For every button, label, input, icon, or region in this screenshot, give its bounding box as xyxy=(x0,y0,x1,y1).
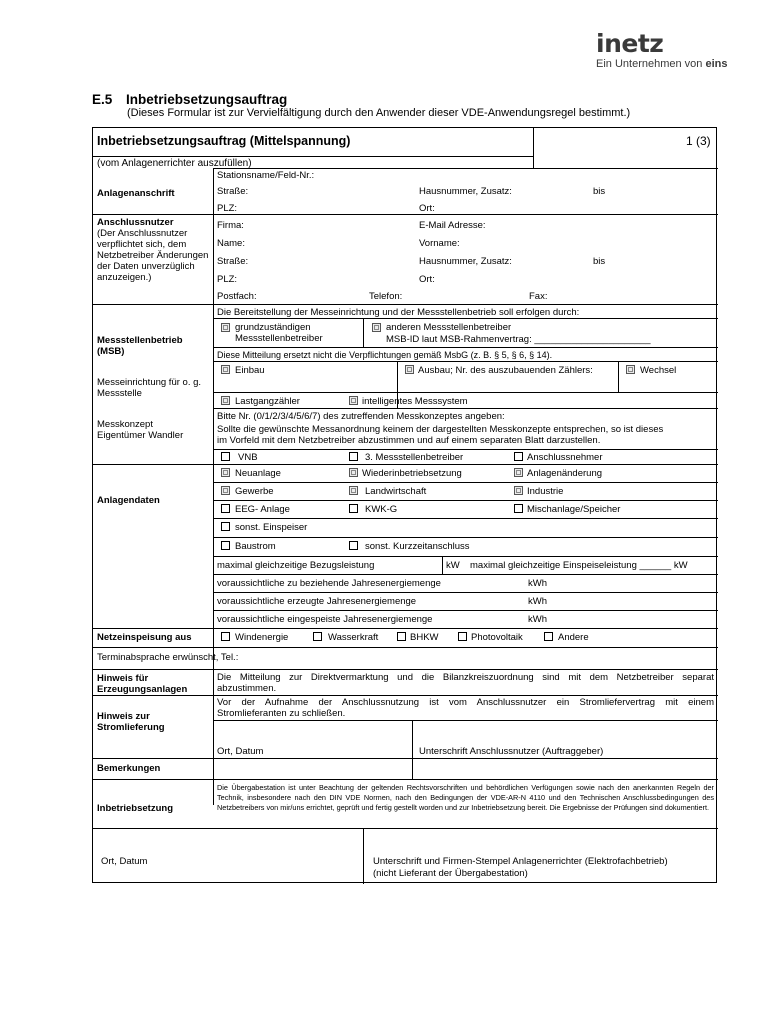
wasser-checkbox[interactable] xyxy=(313,632,322,641)
hline xyxy=(213,449,718,450)
vline xyxy=(412,720,413,758)
footer-unterschrift-line2: (nicht Lieferant der Übergabestation) xyxy=(373,868,528,879)
anlagenanschrift-label: Anlagenanschrift xyxy=(97,188,175,199)
telefon-label: Telefon: xyxy=(369,291,403,302)
anderer-msb-label: anderen Messstellenbetreiber xyxy=(386,322,512,333)
msb-notice: Diese Mitteilung ersetzt nicht die Verpflichtungen gemäß MsbG (z. B. § 5, § 6, § 14). xyxy=(217,350,553,360)
hline xyxy=(213,168,718,169)
messkonzept-line2: Sollte die gewünschte Messanordnung keinem der dargestellten Messkonzepte entsprechen, so ist dieses xyxy=(217,424,664,435)
vorname-label: Vorname: xyxy=(419,238,460,249)
jahresenergie-eingespeist-label: voraussichtliche eingespeiste Jahresenergiemenge xyxy=(217,614,433,625)
vline xyxy=(442,556,443,574)
ort2-label: Ort: xyxy=(419,274,435,285)
wind-label: Windenergie xyxy=(235,632,289,643)
pv-checkbox[interactable] xyxy=(458,632,467,641)
messkonzept-line1: Bitte Nr. (0/1/2/3/4/5/6/7) des zutreffenden Messkonzeptes angeben: xyxy=(217,411,505,422)
baustrom-label: Baustrom xyxy=(235,541,276,552)
name-label: Name: xyxy=(217,238,245,249)
hline xyxy=(93,464,718,465)
wiederinbetriebsetzung-label: Wiederinbetriebsetzung xyxy=(362,468,462,479)
hline xyxy=(213,347,718,348)
jahresenergie-erzeugt-label: voraussichtliche erzeugte Jahresenergiemenge xyxy=(217,596,417,607)
hline xyxy=(93,779,718,780)
dritter-msb-checkbox[interactable] xyxy=(349,452,358,461)
hline xyxy=(213,408,718,409)
hausnummer2-label: Hausnummer, Zusatz: xyxy=(419,256,512,267)
logo-tagline-prefix: Ein Unternehmen von xyxy=(596,58,703,70)
anschlussnutzer-label: Anschlussnutzer xyxy=(97,217,174,228)
hline xyxy=(93,669,718,670)
wasser-label: Wasserkraft xyxy=(328,632,379,643)
hline xyxy=(213,574,718,575)
vnb-checkbox[interactable] xyxy=(221,452,230,461)
vline xyxy=(363,318,364,347)
hline xyxy=(213,720,718,721)
hinweis-erzeugung-text2: abzustimmen. xyxy=(217,683,277,694)
anschlussnutzer-note: (Der Anschlussnutzer verpflichtet sich, dem Netzbetreiber Änderungen der Daten unverzüglich anzuzeigen.) xyxy=(97,228,209,283)
hinweis-erzeugung-label: Hinweis für Erzeugungsanlagen xyxy=(97,673,188,695)
einbau-checkbox[interactable] xyxy=(221,365,230,374)
lastgang-label: Lastgangzähler xyxy=(235,396,300,407)
hline xyxy=(213,500,718,501)
grundzustaendig-label: grundzuständigen Messstellenbetreiber xyxy=(235,322,323,344)
title-divider xyxy=(533,128,534,168)
bemerkungen-label: Bemerkungen xyxy=(97,763,161,774)
section-heading xyxy=(92,92,287,107)
vline xyxy=(363,828,364,884)
hline xyxy=(213,361,718,362)
kwkg-label: KWK-G xyxy=(365,504,398,515)
logo-tagline-brand: eins xyxy=(705,58,728,70)
eeg-label: EEG- Anlage xyxy=(235,504,290,515)
anlagendaten-label: Anlagendaten xyxy=(97,495,160,506)
msb-id-label: MSB-ID laut MSB-Rahmenvertrag: ______________________ xyxy=(386,334,651,345)
andere-label: Andere xyxy=(558,632,589,643)
postfach-label: Postfach: xyxy=(217,291,257,302)
messeinrichtung-label: Messeinrichtung für o. g. Messstelle xyxy=(97,377,202,399)
anlagenaenderung-label: Anlagenänderung xyxy=(527,468,603,479)
hline xyxy=(93,304,718,305)
messkonzept-label: Messkonzept xyxy=(97,419,153,430)
plz-label: PLZ: xyxy=(217,203,238,214)
hline xyxy=(93,695,718,696)
hinweis-erzeugung-text1: Die Mitteilung zur Direktvermarktung und die Bilanzkreiszuordnung sind mit dem Netzbetreiber separat xyxy=(217,672,714,683)
ausbau-checkbox[interactable] xyxy=(405,365,414,374)
bhkw-label: BHKW xyxy=(410,632,439,643)
einspeiseleistung-label: maximal gleichzeitige Einspeiseleistung ______ kW xyxy=(470,560,688,571)
kurzzeit-label: sonst. Kurzzeitanschluss xyxy=(365,541,470,552)
hline xyxy=(213,518,718,519)
jahresenergie-eingespeist-unit: kWh xyxy=(528,614,547,625)
jahresenergie-bezug-unit: kWh xyxy=(528,578,547,589)
ort-label: Ort: xyxy=(419,203,435,214)
hline xyxy=(213,592,718,593)
section-subtitle: (Dieses Formular ist zur Vervielfältigung durch den Anwender dieser VDE-Anwendungsregel bestimmt.) xyxy=(127,107,631,119)
intelligent-checkbox[interactable] xyxy=(349,396,358,405)
vline xyxy=(618,361,619,392)
firma-label: Firma: xyxy=(217,220,244,231)
baustrom-checkbox[interactable] xyxy=(221,541,230,550)
footer-ort-datum: Ort, Datum xyxy=(101,856,148,867)
form-subtitle: (vom Anlagenerrichter auszufüllen) xyxy=(97,158,252,169)
wechsel-checkbox[interactable] xyxy=(626,365,635,374)
hline xyxy=(93,647,718,648)
einspeiser-label: sonst. Einspeiser xyxy=(235,522,308,533)
pv-label: Photovoltaik xyxy=(471,632,523,643)
einbau-label: Einbau xyxy=(235,365,265,376)
neuanlage-checkbox[interactable] xyxy=(221,468,230,477)
kurzzeit-checkbox[interactable] xyxy=(349,541,358,550)
hline xyxy=(93,214,718,215)
inbetriebsetzung-text: Die Übergabestation ist unter Beachtung der geltenden Rechtsvorschriften und behördlichen Verfügungen sowie nach den anerkannten Regeln der Technik, insbesondere nach den DIN VDE Normen, nach den Bedingungen der VDE-AR-N 4110 und den Technischen Anschlussbedingungen des Netzbetreibers von mir/uns errichtet, geprüft und fertig gestellt worden und zur Inbetriebsetzung bereit. Die Ergebnisse der Prüfungen sind dokumentiert. xyxy=(217,783,714,812)
jahresenergie-erzeugt-unit: kWh xyxy=(528,596,547,607)
bhkw-checkbox[interactable] xyxy=(397,632,406,641)
ausbau-label: Ausbau; Nr. des auszubauenden Zählers: xyxy=(418,365,593,376)
hline xyxy=(213,482,718,483)
jahresenergie-bezug-label: voraussichtliche zu beziehende Jahresenergiemenge xyxy=(217,578,441,589)
netzeinspeisung-label: Netzeinspeisung aus xyxy=(97,632,192,643)
hline xyxy=(213,392,718,393)
anderer-msb-checkbox[interactable] xyxy=(372,323,381,332)
commissioning-form xyxy=(92,127,717,883)
einspeiser-checkbox[interactable] xyxy=(221,522,230,531)
wechsel-label: Wechsel xyxy=(640,365,677,376)
hline xyxy=(93,628,718,629)
mischanlage-checkbox[interactable] xyxy=(514,504,523,513)
column-divider-lower xyxy=(213,669,214,805)
wind-checkbox[interactable] xyxy=(221,632,230,641)
logo-wordmark: inetz xyxy=(596,29,664,58)
column-divider xyxy=(213,168,214,751)
hinweis-strom-label: Hinweis zur Stromlieferung xyxy=(97,711,165,733)
neuanlage-label: Neuanlage xyxy=(235,468,281,479)
inetz-logo xyxy=(596,30,746,70)
kwkg-checkbox[interactable] xyxy=(349,504,358,513)
hline xyxy=(213,556,718,557)
grundzustaendig-checkbox[interactable] xyxy=(221,323,230,332)
hausnummer-label: Hausnummer, Zusatz: xyxy=(419,186,512,197)
section-title: Inbetriebsetzungsauftrag xyxy=(126,92,288,107)
station-label: Stationsname/Feld-Nr.: xyxy=(217,170,315,181)
anschlussnehmer-label: Anschlussnehmer xyxy=(527,452,603,463)
dritter-msb-label: 3. Messstellenbetreiber xyxy=(365,452,464,463)
industrie-label: Industrie xyxy=(527,486,564,497)
anlagenaenderung-checkbox[interactable] xyxy=(514,468,523,477)
unterschrift-nutzer-label: Unterschrift Anschlussnutzer (Auftraggeber) xyxy=(419,746,604,757)
hinweis-strom-text2: Stromlieferanten zu schließen. xyxy=(217,708,346,719)
bis2-label: bis xyxy=(593,256,606,267)
footer-unterschrift-line1: Unterschrift und Firmen-Stempel Anlagenerrichter (Elektrofachbetrieb) xyxy=(373,856,668,867)
form-title: Inbetriebsetzungsauftrag (Mittelspannung) xyxy=(97,134,351,148)
bezugsleistung-label: maximal gleichzeitige Bezugsleistung xyxy=(217,560,375,571)
email-label: E-Mail Adresse: xyxy=(419,220,486,231)
mischanlage-label: Mischanlage/Speicher xyxy=(527,504,621,515)
intelligent-label: intelligentes Messsystem xyxy=(362,396,468,407)
inbetriebsetzung-label: Inbetriebsetzung xyxy=(97,803,174,814)
gewerbe-label: Gewerbe xyxy=(235,486,274,497)
wiederinbetriebsetzung-checkbox[interactable] xyxy=(349,468,358,477)
industrie-checkbox[interactable] xyxy=(514,486,523,495)
plz2-label: PLZ: xyxy=(217,274,238,285)
fax-label: Fax: xyxy=(529,291,548,302)
eeg-checkbox[interactable] xyxy=(221,504,230,513)
messkonzept-line3: im Vorfeld mit dem Netzbetreiber abzustimmen und auf einem separaten Blatt darzustellen. xyxy=(217,435,601,446)
strasse2-label: Straße: xyxy=(217,256,249,267)
hline xyxy=(213,610,718,611)
hline xyxy=(93,828,718,829)
eigentuemer-label: Eigentümer Wandler xyxy=(97,430,184,441)
logo-tagline xyxy=(596,58,746,70)
section-number: E.5 xyxy=(92,92,113,107)
strasse-label: Straße: xyxy=(217,186,249,197)
landwirtschaft-label: Landwirtschaft xyxy=(365,486,427,497)
vline xyxy=(412,758,413,779)
gewerbe-checkbox[interactable] xyxy=(221,486,230,495)
vnb-label: VNB xyxy=(238,452,258,463)
hinweis-strom-text1: Vor der Aufnahme der Anschlussnutzung ist vom Anschlussnutzer ein Stromliefervertrag mit einem xyxy=(217,697,714,708)
hline xyxy=(93,758,718,759)
andere-checkbox[interactable] xyxy=(544,632,553,641)
hline xyxy=(93,156,533,157)
terminabsprache-label: Terminabsprache erwünscht, Tel.: xyxy=(97,652,239,663)
msb-intro: Die Bereitstellung der Messeinrichtung und der Messstellenbetrieb soll erfolgen durch: xyxy=(217,307,580,318)
hline xyxy=(213,318,718,319)
bis-label: bis xyxy=(593,186,606,197)
hline xyxy=(213,537,718,538)
lastgang-checkbox[interactable] xyxy=(221,396,230,405)
anschlussnehmer-checkbox[interactable] xyxy=(514,452,523,461)
bezugsleistung-unit: kW xyxy=(446,560,460,571)
landwirtschaft-checkbox[interactable] xyxy=(349,486,358,495)
msb-label: Messstellenbetrieb (MSB) xyxy=(97,335,183,357)
ort-datum-label: Ort, Datum xyxy=(217,746,264,757)
page-indicator: 1 (3) xyxy=(686,134,711,148)
